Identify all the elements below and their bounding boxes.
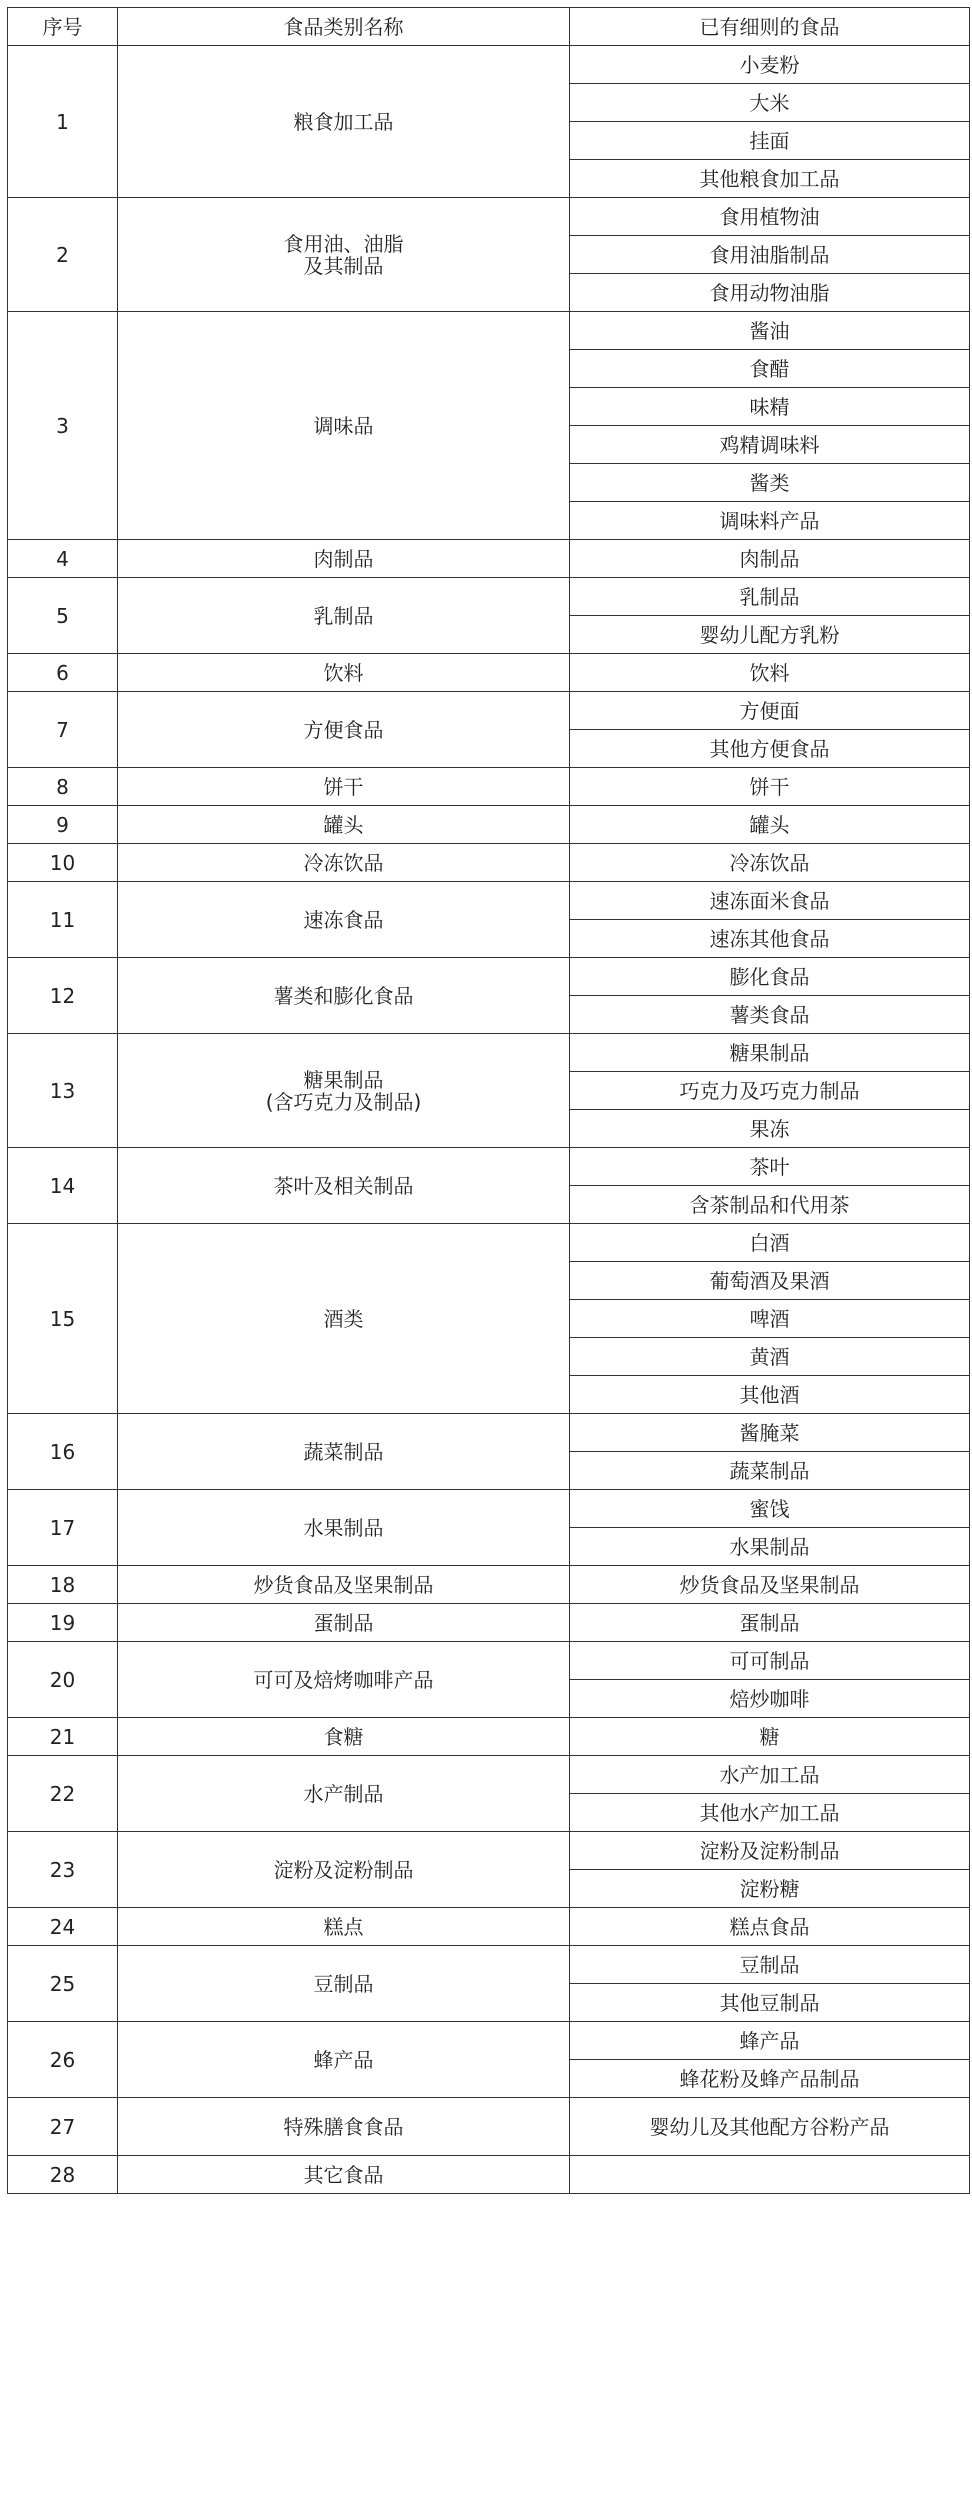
row-index-cell: 20 xyxy=(8,1642,118,1718)
row-index-cell: 1 xyxy=(8,46,118,198)
detail-food-cell: 速冻其他食品 xyxy=(570,920,970,958)
detail-food-cell: 糕点食品 xyxy=(570,1908,970,1946)
category-name-cell xyxy=(118,1148,570,1224)
table-row xyxy=(8,692,970,730)
table-row xyxy=(8,1756,970,1794)
detail-food-cell: 鸡精调味料 xyxy=(570,426,970,464)
detail-food-cell: 蜜饯 xyxy=(570,1490,970,1528)
table-row xyxy=(8,312,970,350)
table-row xyxy=(8,1490,970,1528)
detail-food-cell: 酱油 xyxy=(570,312,970,350)
category-name-cell xyxy=(118,1566,570,1604)
category-name-line: 调味品 xyxy=(313,413,374,438)
detail-food-cell: 方便面 xyxy=(570,692,970,730)
detail-food-cell: 乳制品 xyxy=(570,578,970,616)
category-name-cell xyxy=(118,1642,570,1718)
food-category-table-wrapper xyxy=(7,7,969,2194)
category-name-line: 茶叶及相关制品 xyxy=(273,1173,414,1198)
table-row xyxy=(8,1718,970,1756)
category-name-cell xyxy=(118,1832,570,1908)
detail-food-cell: 其他酒 xyxy=(570,1376,970,1414)
row-index-cell: 6 xyxy=(8,654,118,692)
row-index-cell: 27 xyxy=(8,2098,118,2156)
category-name-cell xyxy=(118,806,570,844)
table-row xyxy=(8,1604,970,1642)
table-row xyxy=(8,958,970,996)
header-items: 已有细则的食品 xyxy=(570,8,970,46)
detail-food-cell: 糖 xyxy=(570,1718,970,1756)
row-index-cell: 12 xyxy=(8,958,118,1034)
category-name-cell xyxy=(118,1490,570,1566)
category-name-line: 水产制品 xyxy=(303,1781,384,1806)
food-category-table xyxy=(7,7,970,2194)
table-row xyxy=(8,1946,970,1984)
category-name-cell xyxy=(118,1718,570,1756)
detail-food-cell: 黄酒 xyxy=(570,1338,970,1376)
category-name-cell xyxy=(118,882,570,958)
detail-food-cell: 蜂产品 xyxy=(570,2022,970,2060)
category-name-cell xyxy=(118,958,570,1034)
detail-food-cell: 婴幼儿及其他配方谷粉产品 xyxy=(570,2098,970,2156)
detail-food-cell: 冷冻饮品 xyxy=(570,844,970,882)
category-name-line: 饼干 xyxy=(323,774,364,799)
row-index-cell: 18 xyxy=(8,1566,118,1604)
category-name-line: (含巧克力及制品) xyxy=(265,1089,422,1114)
category-name-line: 水果制品 xyxy=(303,1515,384,1540)
header-index: 序号 xyxy=(8,8,118,46)
table-row xyxy=(8,2156,970,2194)
table-row xyxy=(8,1414,970,1452)
detail-food-cell: 小麦粉 xyxy=(570,46,970,84)
category-name-line: 粮食加工品 xyxy=(293,109,394,134)
category-name-cell xyxy=(118,312,570,540)
category-name-cell xyxy=(118,768,570,806)
detail-food-cell: 豆制品 xyxy=(570,1946,970,1984)
detail-food-cell: 可可制品 xyxy=(570,1642,970,1680)
row-index-cell: 14 xyxy=(8,1148,118,1224)
category-name-cell xyxy=(118,2156,570,2194)
row-index-cell: 5 xyxy=(8,578,118,654)
category-name-cell xyxy=(118,540,570,578)
detail-food-cell: 含茶制品和代用茶 xyxy=(570,1186,970,1224)
row-index-cell: 11 xyxy=(8,882,118,958)
row-index-cell: 8 xyxy=(8,768,118,806)
category-name-line: 饮料 xyxy=(323,660,364,685)
row-index-cell: 7 xyxy=(8,692,118,768)
detail-food-cell: 薯类食品 xyxy=(570,996,970,1034)
row-index-cell: 2 xyxy=(8,198,118,312)
category-name-line: 肉制品 xyxy=(313,546,374,571)
detail-food-cell: 速冻面米食品 xyxy=(570,882,970,920)
category-name-line: 豆制品 xyxy=(313,1971,374,1996)
table-row xyxy=(8,540,970,578)
detail-food-cell: 糖果制品 xyxy=(570,1034,970,1072)
row-index-cell: 15 xyxy=(8,1224,118,1414)
detail-food-cell: 其他豆制品 xyxy=(570,1984,970,2022)
detail-food-cell: 其他方便食品 xyxy=(570,730,970,768)
detail-food-cell: 膨化食品 xyxy=(570,958,970,996)
category-name-cell xyxy=(118,844,570,882)
row-index-cell: 19 xyxy=(8,1604,118,1642)
detail-food-cell: 酱类 xyxy=(570,464,970,502)
category-name-cell xyxy=(118,692,570,768)
detail-food-cell: 蛋制品 xyxy=(570,1604,970,1642)
category-name-line: 蛋制品 xyxy=(313,1610,374,1635)
detail-food-cell: 其他水产加工品 xyxy=(570,1794,970,1832)
row-index-cell: 23 xyxy=(8,1832,118,1908)
table-row xyxy=(8,1148,970,1186)
row-index-cell: 10 xyxy=(8,844,118,882)
category-name-line: 糖果制品 xyxy=(303,1067,384,1092)
table-row xyxy=(8,806,970,844)
category-name-line: 蔬菜制品 xyxy=(303,1439,384,1464)
category-name-line: 及其制品 xyxy=(303,253,384,278)
detail-food-cell: 饮料 xyxy=(570,654,970,692)
table-body xyxy=(8,46,970,2194)
category-name-line: 可可及焙烤咖啡产品 xyxy=(253,1667,434,1692)
detail-food-cell: 果冻 xyxy=(570,1110,970,1148)
detail-food-cell: 啤酒 xyxy=(570,1300,970,1338)
category-name-line: 其它食品 xyxy=(303,2162,384,2187)
category-name-cell xyxy=(118,1604,570,1642)
detail-food-cell: 味精 xyxy=(570,388,970,426)
detail-food-cell: 食用动物油脂 xyxy=(570,274,970,312)
detail-food-cell: 婴幼儿配方乳粉 xyxy=(570,616,970,654)
category-name-cell xyxy=(118,46,570,198)
category-name-cell xyxy=(118,1756,570,1832)
category-name-line: 冷冻饮品 xyxy=(303,850,384,875)
row-index-cell: 25 xyxy=(8,1946,118,2022)
detail-food-cell: 巧克力及巧克力制品 xyxy=(570,1072,970,1110)
row-index-cell: 3 xyxy=(8,312,118,540)
table-row xyxy=(8,844,970,882)
detail-food-cell: 罐头 xyxy=(570,806,970,844)
detail-food-cell: 水产加工品 xyxy=(570,1756,970,1794)
detail-food-cell: 其他粮食加工品 xyxy=(570,160,970,198)
table-row xyxy=(8,1832,970,1870)
detail-food-cell: 白酒 xyxy=(570,1224,970,1262)
category-name-line: 乳制品 xyxy=(313,603,374,628)
row-index-cell: 9 xyxy=(8,806,118,844)
category-name-line: 糕点 xyxy=(323,1914,364,1939)
detail-food-cell: 葡萄酒及果酒 xyxy=(570,1262,970,1300)
table-row xyxy=(8,198,970,236)
detail-food-cell: 食用植物油 xyxy=(570,198,970,236)
category-name-cell xyxy=(118,2022,570,2098)
table-row xyxy=(8,2022,970,2060)
detail-food-cell: 淀粉糖 xyxy=(570,1870,970,1908)
table-row xyxy=(8,1642,970,1680)
category-name-cell xyxy=(118,1908,570,1946)
category-name-line: 速冻食品 xyxy=(303,907,384,932)
category-name-line: 炒货食品及坚果制品 xyxy=(253,1572,434,1597)
category-name-line: 方便食品 xyxy=(303,717,384,742)
row-index-cell: 26 xyxy=(8,2022,118,2098)
row-index-cell: 16 xyxy=(8,1414,118,1490)
table-row xyxy=(8,654,970,692)
detail-food-cell: 酱腌菜 xyxy=(570,1414,970,1452)
category-name-line: 酒类 xyxy=(323,1306,364,1331)
detail-food-cell: 挂面 xyxy=(570,122,970,160)
category-name-cell xyxy=(118,1414,570,1490)
category-name-line: 薯类和膨化食品 xyxy=(273,983,414,1008)
category-name-cell xyxy=(118,1946,570,2022)
category-name-line: 特殊膳食食品 xyxy=(283,2114,404,2139)
table-row xyxy=(8,768,970,806)
row-index-cell: 28 xyxy=(8,2156,118,2194)
detail-food-cell: 饼干 xyxy=(570,768,970,806)
table-row xyxy=(8,578,970,616)
category-name-cell xyxy=(118,198,570,312)
category-name-cell xyxy=(118,1224,570,1414)
detail-food-cell: 大米 xyxy=(570,84,970,122)
detail-food-cell: 淀粉及淀粉制品 xyxy=(570,1832,970,1870)
row-index-cell: 17 xyxy=(8,1490,118,1566)
detail-food-cell: 蜂花粉及蜂产品制品 xyxy=(570,2060,970,2098)
table-row xyxy=(8,46,970,84)
header-category: 食品类别名称 xyxy=(118,8,570,46)
table-row xyxy=(8,2098,970,2156)
table-header-row xyxy=(8,8,970,46)
category-name-line: 蜂产品 xyxy=(313,2047,374,2072)
row-index-cell: 24 xyxy=(8,1908,118,1946)
detail-food-cell: 炒货食品及坚果制品 xyxy=(570,1566,970,1604)
category-name-line: 食糖 xyxy=(323,1724,364,1749)
detail-food-cell: 食醋 xyxy=(570,350,970,388)
row-index-cell: 13 xyxy=(8,1034,118,1148)
table-row xyxy=(8,1034,970,1072)
detail-food-cell: 蔬菜制品 xyxy=(570,1452,970,1490)
detail-food-cell: 食用油脂制品 xyxy=(570,236,970,274)
row-index-cell: 22 xyxy=(8,1756,118,1832)
row-index-cell: 4 xyxy=(8,540,118,578)
category-name-line: 罐头 xyxy=(323,812,364,837)
detail-food-cell: 茶叶 xyxy=(570,1148,970,1186)
category-name-cell xyxy=(118,578,570,654)
empty-detail-cell xyxy=(570,2156,970,2194)
category-name-cell xyxy=(118,654,570,692)
category-name-line: 淀粉及淀粉制品 xyxy=(273,1857,414,1882)
detail-food-cell: 水果制品 xyxy=(570,1528,970,1566)
table-row xyxy=(8,1566,970,1604)
detail-food-cell: 焙炒咖啡 xyxy=(570,1680,970,1718)
category-name-cell xyxy=(118,1034,570,1148)
table-row xyxy=(8,1908,970,1946)
table-row xyxy=(8,1224,970,1262)
table-row xyxy=(8,882,970,920)
detail-food-cell: 调味料产品 xyxy=(570,502,970,540)
row-index-cell: 21 xyxy=(8,1718,118,1756)
detail-food-cell: 肉制品 xyxy=(570,540,970,578)
category-name-line: 食用油、油脂 xyxy=(283,231,404,256)
category-name-cell xyxy=(118,2098,570,2156)
